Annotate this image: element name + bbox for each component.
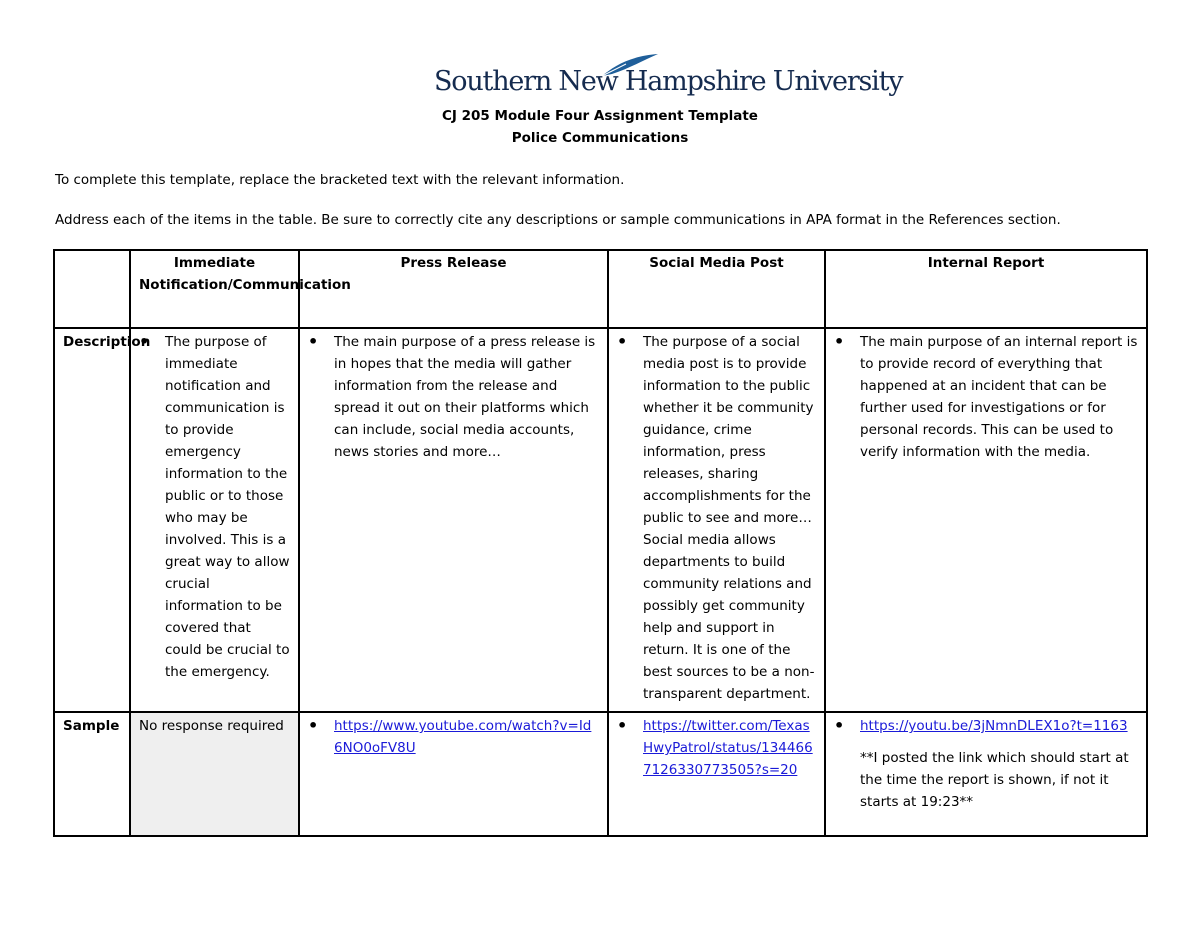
document-title: CJ 205 Module Four Assignment Template bbox=[442, 108, 758, 124]
column-header-press-release: Press Release bbox=[299, 250, 608, 328]
row-label-sample: Sample bbox=[54, 712, 130, 836]
cell-sample-social-media bbox=[608, 712, 825, 836]
bullet-text: • The purpose of a social media post is to provide information to the public whether it be community guidance, crime information, press releases, sharing accomplishments for the public to see and more… Social media allows departments to build community relations and possibly get community help and support in return. It is one of the best sources to be a non-transparent department. bbox=[617, 331, 816, 705]
instruction-line-1: To complete this template, replace the bracketed text with the relevant information. bbox=[55, 172, 625, 188]
table-header-row bbox=[54, 250, 1147, 328]
sample-row bbox=[54, 712, 1147, 836]
cell-description-press-release bbox=[299, 328, 608, 712]
column-header-immediate-notification: Immediate Notification/Communication bbox=[130, 250, 299, 328]
press-release-link[interactable]: https://www.youtube.com/watch?v=Id6NO0oFV8U bbox=[334, 718, 592, 756]
cell-description-social-media bbox=[608, 328, 825, 712]
instruction-line-2: Address each of the items in the table. Be sure to correctly cite any descriptions or sample communications in APA format in the References section. bbox=[55, 212, 1061, 228]
cell-sample-press-release bbox=[299, 712, 608, 836]
bullet-text: • The purpose of immediate notification and communication is to provide emergency information to the public or to those who may be involved. This is a great way to allow crucial information to be covered that could be crucial to the emergency. bbox=[139, 331, 290, 683]
cell-description-immediate bbox=[130, 328, 299, 712]
university-name: Southern New Hampshire University bbox=[434, 66, 903, 97]
cell-sample-internal-report bbox=[825, 712, 1147, 836]
column-header-internal-report: Internal Report bbox=[825, 250, 1147, 328]
internal-report-link[interactable]: https://youtu.be/3jNmnDLEX1o?t=1163 bbox=[860, 718, 1128, 734]
no-response-text: No response required bbox=[139, 718, 284, 734]
university-logo bbox=[430, 50, 903, 106]
bullet-item bbox=[308, 715, 599, 759]
cell-sample-immediate bbox=[130, 712, 299, 836]
social-media-link[interactable]: https://twitter.com/TexasHwyPatrol/status/1344667126330773505?s=20 bbox=[643, 718, 813, 778]
communications-table bbox=[53, 249, 1148, 837]
bullet-text: • The main purpose of a press release is in hopes that the media will gather information from the release and spread it out on their platforms which can include, social media accounts, news stories and more… bbox=[308, 331, 599, 463]
bullet-item bbox=[617, 715, 816, 781]
corner-cell bbox=[54, 250, 130, 328]
bullet-text: • The main purpose of an internal report is to provide record of everything that happened at an incident that can be further used for investigations or for personal records. This can be used to verify information with the media. bbox=[834, 331, 1138, 463]
internal-report-note: **I posted the link which should start at the time the report is shown, if not it starts at 19:23** bbox=[860, 750, 1129, 810]
cell-description-internal-report bbox=[825, 328, 1147, 712]
column-header-social-media-post: Social Media Post bbox=[608, 250, 825, 328]
document-subtitle: Police Communications bbox=[511, 130, 689, 146]
bullet-item bbox=[834, 715, 1138, 737]
row-label-description: Description bbox=[54, 328, 130, 712]
description-row bbox=[54, 328, 1147, 712]
